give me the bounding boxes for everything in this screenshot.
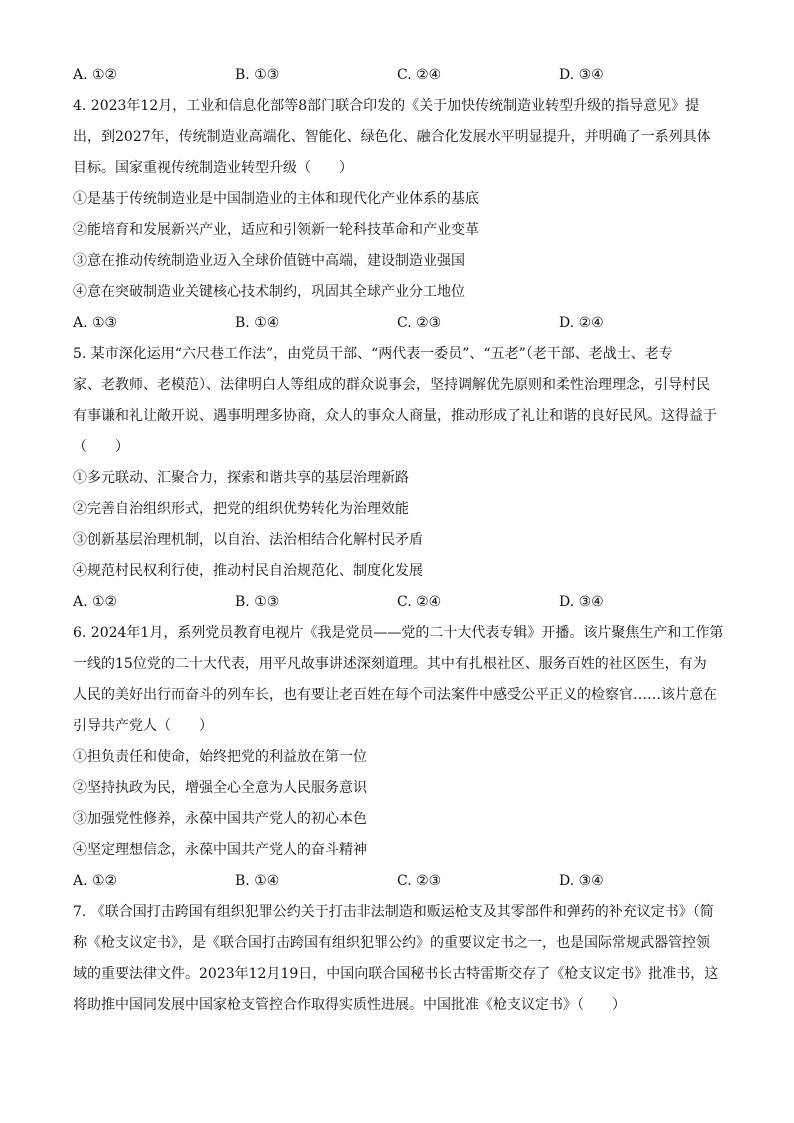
question-6 xyxy=(73,618,723,897)
q7-stem-line: 域的重要法律文件。2023年12月19日，中国向联合国秘书长古特雷斯交存了《枪支议定书》批准书，这 xyxy=(73,966,719,982)
q3-option-b[interactable]: B. ①③ xyxy=(235,67,280,83)
q4-stem-line: 目标。国家重视传统制造业转型升级（ ） xyxy=(73,160,353,176)
q7-stem-line: 称《枪支议定书》，是《联合国打击跨国有组织犯罪公约》的重要议定书之一，也是国际常规武器管控领 xyxy=(73,935,710,951)
q5-option-a[interactable]: A. ①② xyxy=(73,594,118,610)
exam-page xyxy=(73,60,723,1021)
q4-stem-line: 出，到2027年，传统制造业高端化、智能化、绿色化、融合化发展水平明显提升，并明确了一系列具体 xyxy=(73,129,711,145)
q5-statement-3: ③创新基层治理机制，以自治、法治相结合化解村民矛盾 xyxy=(73,532,423,548)
q6-option-d[interactable]: D. ③④ xyxy=(559,873,604,889)
q6-statement-2: ②坚持执政为民，增强全心全意为人民服务意识 xyxy=(73,780,367,796)
q5-option-c[interactable]: C. ②④ xyxy=(397,594,442,610)
q3-options xyxy=(73,60,723,91)
q3-option-d[interactable]: D. ③④ xyxy=(559,67,604,83)
q5-statement-1: ①多元联动、汇聚合力，探索和谐共享的基层治理新路 xyxy=(73,470,409,486)
q4-option-c[interactable]: C. ②③ xyxy=(397,315,442,331)
q6-statement-3: ③加强党性修养，永葆中国共产党人的初心本色 xyxy=(73,811,367,827)
q4-option-b[interactable]: B. ①④ xyxy=(235,315,280,331)
question-7 xyxy=(73,897,723,1021)
q6-option-c[interactable]: C. ②③ xyxy=(397,873,442,889)
q3-option-a[interactable]: A. ①② xyxy=(73,67,118,83)
q5-stem-line: 家、老教师、老模范）、法律明白人等组成的群众说事会，坚持调解优先原则和柔性治理理念，引导村民 xyxy=(73,377,710,393)
q4-statement-4: ④意在突破制造业关键核心技术制约，巩固其全球产业分工地位 xyxy=(73,284,465,300)
q5-statement-4: ④规范村民权利行使，推动村民自治规范化、制度化发展 xyxy=(73,563,423,579)
q5-options xyxy=(73,587,723,618)
q5-option-d[interactable]: D. ③④ xyxy=(559,594,604,610)
q6-options xyxy=(73,866,723,897)
q6-stem-line: 引导共产党人（ ） xyxy=(73,718,213,734)
q6-option-a[interactable]: A. ①② xyxy=(73,873,118,889)
q5-stem-line: 有事谦和礼让敞开说、遇事明理多协商，众人的事众人商量，推动形成了礼让和谐的良好民风。这得益于 xyxy=(73,408,717,424)
q4-statement-2: ②能培育和发展新兴产业，适应和引领新一轮科技革命和产业变革 xyxy=(73,222,479,238)
q5-stem-line: （ ） xyxy=(73,439,129,455)
q6-option-b[interactable]: B. ①④ xyxy=(235,873,280,889)
q7-stem-line: 7. 《联合国打击跨国有组织犯罪公约关于打击非法制造和贩运枪支及其零部件和弹药的补充议定书》（简 xyxy=(73,904,714,920)
question-4 xyxy=(73,91,723,339)
q3-option-c[interactable]: C. ②④ xyxy=(397,67,442,83)
q6-stem-line: 一线的15位党的二十大代表，用平凡故事讲述深刻道理。其中有扎根社区、服务百姓的社区医生，有为 xyxy=(73,656,707,672)
q6-stem-line: 人民的美好出行而奋斗的列车长，也有要让老百姓在每个司法案件中感受公平正义的检察官……该片意在 xyxy=(73,687,717,703)
q6-statement-4: ④坚定理想信念，永葆中国共产党人的奋斗精神 xyxy=(73,842,367,858)
q4-statement-1: ①是基于传统制造业是中国制造业的主体和现代化产业体系的基底 xyxy=(73,191,479,207)
q4-options xyxy=(73,308,723,339)
q4-option-a[interactable]: A. ①③ xyxy=(73,315,118,331)
q6-statement-1: ①担负责任和使命，始终把党的利益放在第一位 xyxy=(73,749,367,765)
q5-stem-line: 5. 某市深化运用“六尺巷工作法”，由党员干部、“两代表一委员”、“五老”（老干部、老战士、老专 xyxy=(73,346,673,362)
q4-stem-line: 4. 2023年12月，工业和信息化部等8部门联合印发的《关于加快传统制造业转型升级的指导意见》提 xyxy=(73,98,700,114)
q7-stem-line: 将助推中国同发展中国家枪支管控合作取得实质性进展。中国批准《枪支议定书》（ ） xyxy=(73,997,626,1013)
q6-stem-line: 6. 2024年1月，系列党员教育电视片《我是党员——党的二十大代表专辑》开播。该片聚焦生产和工作第 xyxy=(73,625,723,641)
q4-statement-3: ③意在推动传统制造业迈入全球价值链中高端，建设制造业强国 xyxy=(73,253,465,269)
q5-option-b[interactable]: B. ①③ xyxy=(235,594,280,610)
question-5 xyxy=(73,339,723,618)
q5-statement-2: ②完善自治组织形式，把党的组织优势转化为治理效能 xyxy=(73,501,409,517)
q4-option-d[interactable]: D. ②④ xyxy=(559,315,604,331)
